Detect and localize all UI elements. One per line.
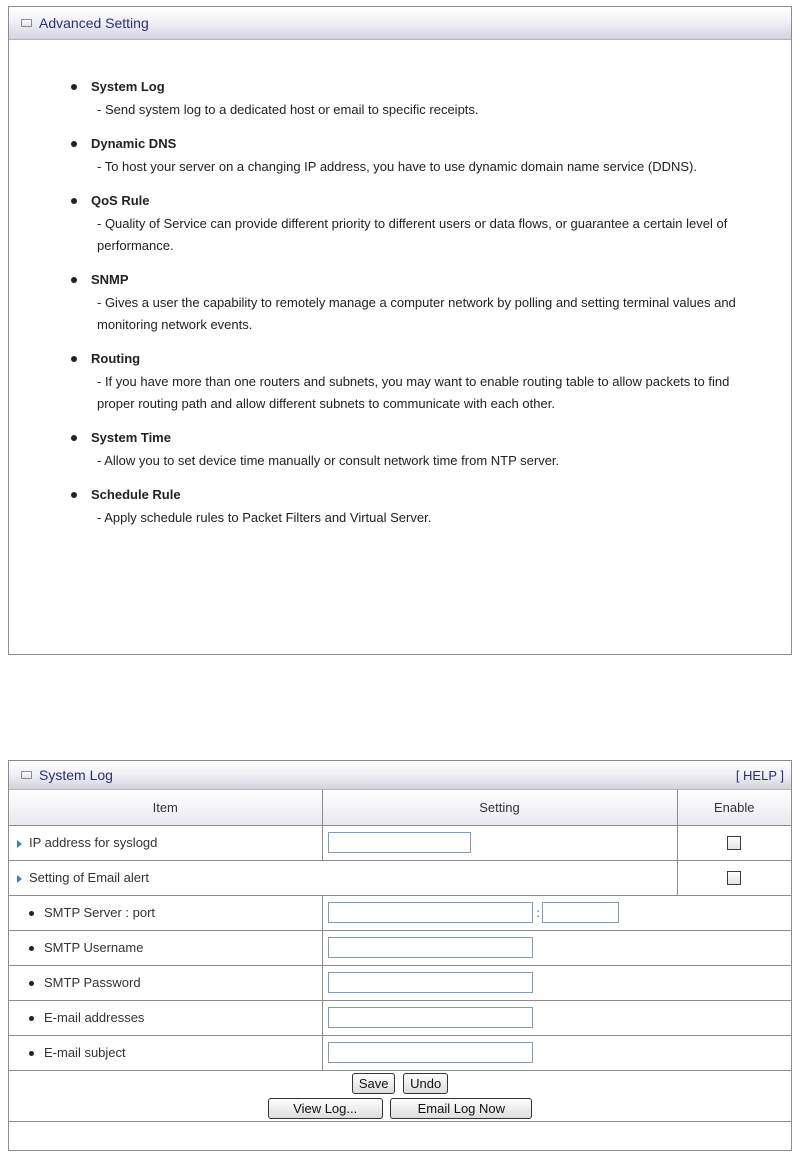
row-setting-cell: [322, 825, 677, 860]
row-enable-cell: [677, 860, 791, 895]
smtp-username-input[interactable]: [328, 937, 533, 958]
row-label-cell: [9, 1035, 322, 1070]
smtp-username-label: SMTP Username: [44, 940, 144, 955]
arrow-right-icon: [17, 840, 22, 848]
help-link[interactable]: [ HELP ]: [735, 767, 784, 783]
table-row: [9, 965, 791, 1000]
email-subject-input[interactable]: [328, 1042, 533, 1063]
button-cell: [9, 1070, 791, 1121]
bullet-icon: [29, 981, 34, 986]
ip-syslogd-label: IP address for syslogd: [29, 835, 158, 850]
feature-title: SNMP: [91, 272, 129, 287]
bullet-icon: [29, 1016, 34, 1021]
row-label-cell: [9, 825, 322, 860]
feature-title: System Log: [91, 79, 165, 94]
feature-title: QoS Rule: [91, 193, 150, 208]
column-header-setting: Setting: [322, 790, 677, 825]
advanced-setting-header: [9, 7, 791, 40]
row-setting-cell: [322, 965, 791, 1000]
feature-item-routing: [9, 350, 791, 415]
email-subject-label: E-mail subject: [44, 1045, 126, 1060]
smtp-password-input[interactable]: [328, 972, 533, 993]
row-setting-cell: [322, 1035, 791, 1070]
column-header-enable: Enable: [677, 790, 791, 825]
feature-item-qos-rule: [9, 192, 791, 257]
feature-description: - Gives a user the capability to remotely manage a computer network by polling and setting terminal values and monitoring network events.: [97, 295, 736, 332]
feature-title: Dynamic DNS: [91, 136, 177, 151]
bullet-icon: [29, 911, 34, 916]
row-label-cell: [9, 1000, 322, 1035]
row-setting-cell: [322, 895, 791, 930]
arrow-right-icon: [17, 875, 22, 883]
syslogd-ip-input[interactable]: [328, 832, 471, 853]
table-header-row: [9, 790, 791, 825]
feature-item-system-time: [9, 429, 791, 472]
feature-item-schedule-rule: [9, 486, 791, 529]
row-label-cell: [9, 860, 677, 895]
table-row: [9, 825, 791, 860]
panel-icon: [21, 771, 32, 779]
bullet-icon: [71, 84, 77, 90]
table-row: [9, 930, 791, 965]
advanced-setting-title: Advanced Setting: [39, 15, 149, 31]
feature-description: - Quality of Service can provide different priority to different users or data flows, or guarantee a certain level of performance.: [97, 216, 728, 253]
system-log-header-left: [9, 767, 113, 783]
column-header-item: Item: [9, 790, 322, 825]
row-setting-cell: [322, 1000, 791, 1035]
panel-icon: [21, 19, 32, 27]
feature-title: Schedule Rule: [91, 487, 181, 502]
button-group-top: [9, 1071, 791, 1096]
system-log-table: [9, 790, 791, 1122]
button-group-bottom: [9, 1096, 791, 1121]
bullet-icon: [71, 277, 77, 283]
system-log-header: [9, 761, 791, 790]
advanced-setting-panel: [8, 6, 792, 655]
smtp-password-label: SMTP Password: [44, 975, 141, 990]
row-setting-cell: [322, 930, 791, 965]
feature-item-dynamic-dns: [9, 135, 791, 178]
smtp-port-input[interactable]: [542, 902, 619, 923]
colon-separator: :: [536, 905, 540, 920]
feature-title: System Time: [91, 430, 171, 445]
system-log-title: System Log: [39, 767, 113, 783]
row-label-cell: [9, 965, 322, 1000]
bullet-icon: [71, 356, 77, 362]
advanced-feature-list: [9, 40, 791, 529]
email-log-now-button[interactable]: Email Log Now: [390, 1098, 532, 1119]
smtp-server-label: SMTP Server : port: [44, 905, 156, 920]
syslogd-enable-checkbox[interactable]: [727, 836, 741, 850]
bullet-icon: [71, 198, 77, 204]
feature-description: - Apply schedule rules to Packet Filters and Virtual Server.: [97, 510, 432, 525]
email-addresses-label: E-mail addresses: [44, 1010, 145, 1025]
feature-description: - Send system log to a dedicated host or email to specific receipts.: [97, 102, 479, 117]
bullet-icon: [71, 435, 77, 441]
undo-button[interactable]: Undo: [403, 1073, 448, 1094]
row-label-cell: [9, 930, 322, 965]
bullet-icon: [29, 1051, 34, 1056]
email-alert-label: Setting of Email alert: [29, 870, 149, 885]
feature-description: - If you have more than one routers and subnets, you may want to enable routing table to allow packets to find proper routing path and allow different subnets to communicate with each other.: [97, 374, 730, 411]
feature-description: - To host your server on a changing IP address, you have to use dynamic domain name service (DDNS).: [97, 159, 697, 174]
email-alert-enable-checkbox[interactable]: [727, 871, 741, 885]
smtp-server-input[interactable]: [328, 902, 533, 923]
table-row: [9, 1035, 791, 1070]
bullet-icon: [29, 946, 34, 951]
email-addresses-input[interactable]: [328, 1007, 533, 1028]
save-button[interactable]: Save: [352, 1073, 396, 1094]
bullet-icon: [71, 141, 77, 147]
table-row: [9, 895, 791, 930]
feature-item-snmp: [9, 271, 791, 336]
table-row: [9, 1000, 791, 1035]
feature-title: Routing: [91, 351, 141, 366]
system-log-panel: [8, 760, 792, 1151]
view-log-button[interactable]: View Log...: [268, 1098, 383, 1119]
feature-item-system-log: [9, 78, 791, 121]
table-row: [9, 860, 791, 895]
row-label-cell: [9, 895, 322, 930]
bullet-icon: [71, 492, 77, 498]
row-enable-cell: [677, 825, 791, 860]
feature-description: - Allow you to set device time manually or consult network time from NTP server.: [97, 453, 560, 468]
button-row: [9, 1070, 791, 1121]
